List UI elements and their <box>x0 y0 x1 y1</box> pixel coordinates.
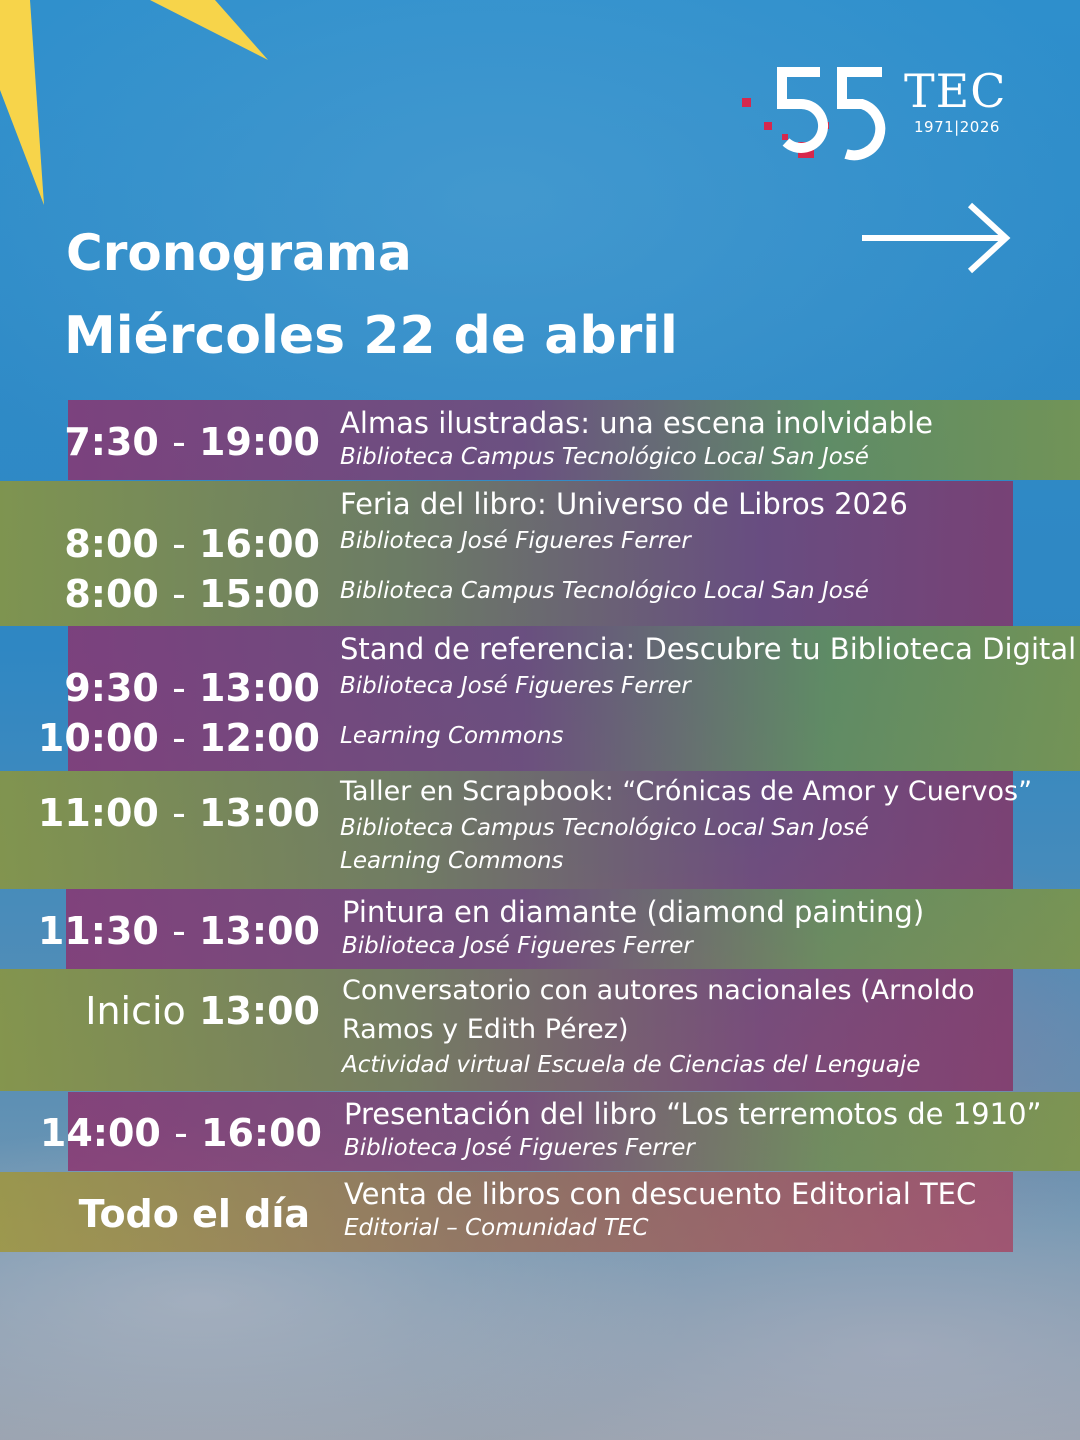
event-location: Editorial – Comunidad TEC <box>344 1215 649 1241</box>
event-title: Presentación del libro “Los terremotos de 1910” <box>344 1097 1042 1131</box>
time-range: 8:00 - 15:00 <box>64 572 320 616</box>
event-location: Biblioteca José Figueres Ferrer <box>342 933 693 959</box>
day-number: 22 <box>363 306 436 366</box>
event-title: Almas ilustradas: una escena inolvidable <box>340 406 933 440</box>
time-all-day: Todo el día <box>78 1192 310 1236</box>
event-title: Feria del libro: Universo de Libros 2026 <box>340 487 908 521</box>
time-range: 11:00 - 13:00 <box>37 791 320 835</box>
time-range: 14:00 - 16:00 <box>39 1111 322 1155</box>
event-title: Pintura en diamante (diamond painting) <box>342 895 925 929</box>
event-location: Biblioteca José Figueres Ferrer <box>344 1135 695 1161</box>
time-range: 9:30 - 13:00 <box>64 666 320 710</box>
logo-brand-text: TEC <box>904 64 1007 118</box>
event-location: Biblioteca Campus Tecnológico Local San José <box>340 444 869 470</box>
time-range: 10:00 - 12:00 <box>37 716 320 760</box>
time-start: Inicio 13:00 <box>85 989 320 1033</box>
event-title: Venta de libros con descuento Editorial TEC <box>344 1177 977 1211</box>
event-title: Taller en Scrapbook: “Crónicas de Amor y Cuervos” <box>340 776 1033 807</box>
event-title: Conversatorio con autores nacionales (Arnoldo <box>342 975 975 1006</box>
time-range: 8:00 - 16:00 <box>64 522 320 566</box>
event-location: Biblioteca Campus Tecnológico Local San José <box>340 578 869 604</box>
event-location: Learning Commons <box>340 848 564 874</box>
weekday: Miércoles <box>64 306 346 366</box>
time-range: 7:30 - 19:00 <box>64 420 320 464</box>
date-subtitle <box>64 306 678 366</box>
sun-rays-decoration <box>0 0 280 220</box>
event-location: Actividad virtual Escuela de Ciencias del Lenguaje <box>342 1052 921 1078</box>
event-location: Learning Commons <box>340 723 564 749</box>
logo-years-text: 1971|2026 <box>914 118 1000 136</box>
logo-55-mark <box>738 62 898 162</box>
month-text: de abril <box>453 306 678 366</box>
arrow-right-icon[interactable] <box>860 202 1016 274</box>
event-location: Biblioteca Campus Tecnológico Local San José <box>340 815 869 841</box>
page-title: Cronograma <box>66 224 412 282</box>
event-location: Biblioteca José Figueres Ferrer <box>340 673 691 699</box>
event-title: Stand de referencia: Descubre tu Biblioteca Digital <box>340 632 1077 666</box>
event-title-line2: Ramos y Edith Pérez) <box>342 1014 629 1045</box>
time-range: 11:30 - 13:00 <box>37 909 320 953</box>
event-location: Biblioteca José Figueres Ferrer <box>340 528 691 554</box>
tec-55-logo <box>738 62 1008 162</box>
